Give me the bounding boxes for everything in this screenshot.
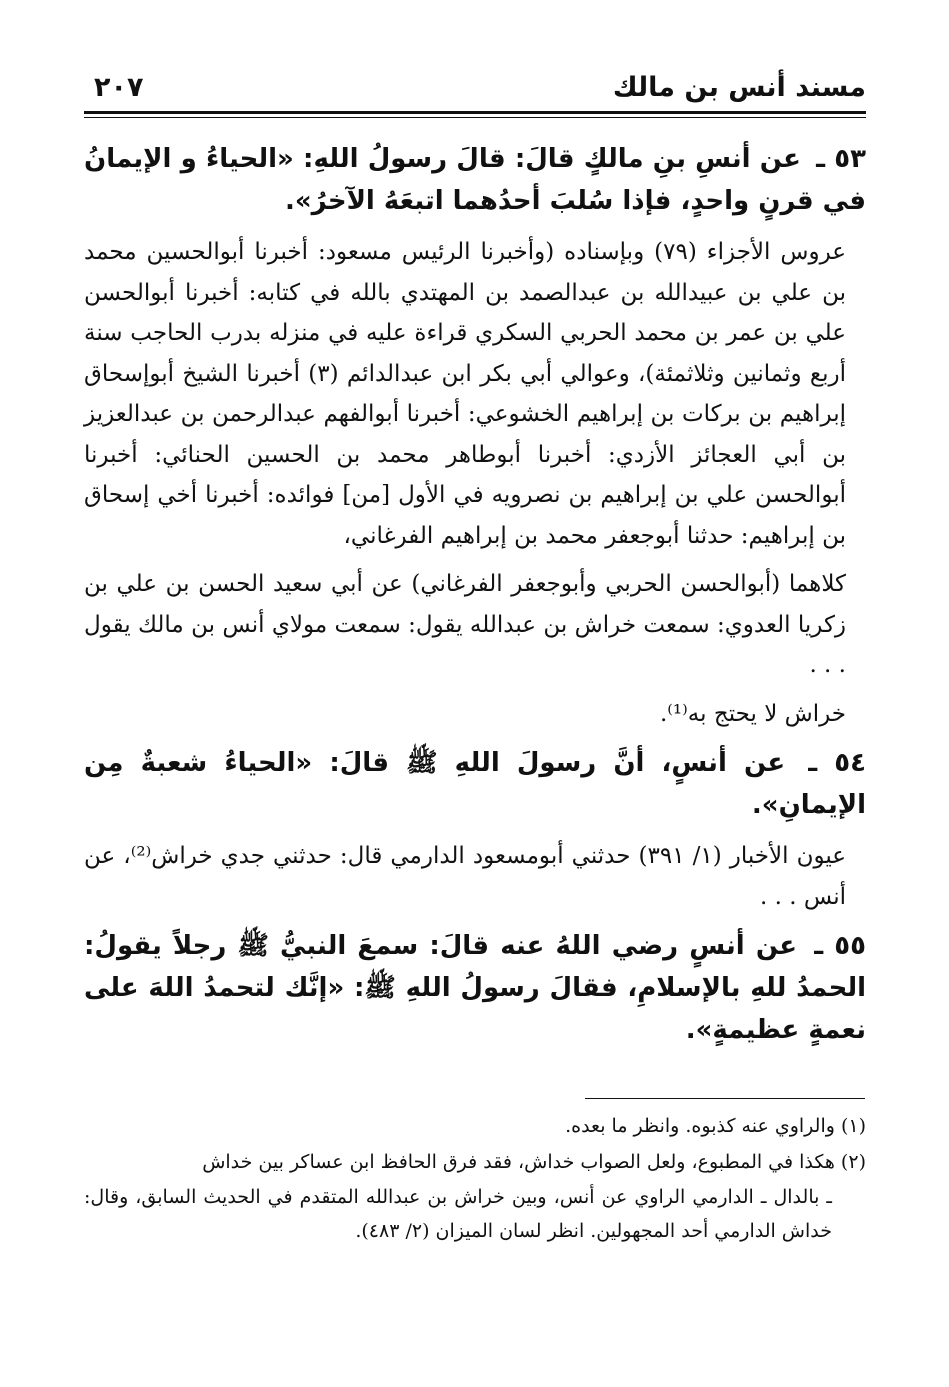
hadith-54	[84, 742, 866, 826]
isnad-paragraph: كلاهما (أبوالحسن الحربي وأبوجعفر الفرغاني) عن أبي سعيد الحسن بن علي بن زكريا العدوي: سمعت خراش بن عبدالله يقول: سمعت مولاي أنس بن مالك يقول . . .	[84, 571, 846, 678]
main-text	[84, 138, 866, 1061]
footnote-2: (٢) هكذا في المطبوع، ولعل الصواب خداش، فقد فرق الحافظ ابن عساكر بين خداش	[202, 1150, 866, 1173]
hadith-number: ٥٥ ـ	[814, 931, 866, 961]
hadith-text: عن أنسٍ رضي اللهُ عنه قالَ: سمعَ النبيُّ ﷺ رجلاً يقولُ: الحمدُ للهِ بالإسلامِ، فقالَ رسولُ اللهِ ﷺ: «إنَّك لتحمدُ اللهَ على نعمةٍ عظيمةٍ».	[84, 931, 866, 1045]
book-title: مسند أنس بن مالك	[612, 72, 866, 103]
page-number: ٢٠٧	[94, 72, 144, 103]
hadith-text: عن أنسِ بنِ مالكٍ قالَ: قالَ رسولُ اللهِ: «الحياءُ و الإيمانُ في قرنٍ واحدٍ، فإذا سُلبَ أحدُهما اتبعَهُ الآخرُ».	[84, 144, 866, 216]
footnotes	[84, 1110, 866, 1250]
footnote-1: (١) والراوي عنه كذبوه. وانظر ما بعده.	[565, 1115, 866, 1137]
footnote-2-continued: ـ بالدال ـ الدارمي الراوي عن أنس، وبين خراش بن عبدالله المتقدم في الحديث السابق، وقال: خداش الدارمي أحد المجهولين. انظر لسان الميزان (٢/ ٤٨٣).	[84, 1186, 832, 1242]
isnad-paragraph: عروس الأجزاء (٧٩) وبإسناده (وأخبرنا الرئيس مسعود: أخبرنا أبوالحسين محمد بن علي بن عبيدالله بن عبدالصمد بن المهتدي بالله في كتابه: أخبرنا أبوالحسن علي بن عمر بن محمد الحربي السكري قراءة عليه في منزله بدرب الحاجب سنة أربع وثمانين وثلاثمئة)، وعوالي أبي بكر ابن عبدالدائم (٣) أخبرنا الشيخ أبوإسحاق إبراهيم بن بركات بن إبراهيم الخشوعي: أخبرنا أبوالفهم عبدالرحمن بن عبدالعزيز بن أبي العجائز الأزدي: أخبرنا أبوطاهر محمد بن الحسين الحنائي: أخبرنا أبوالحسن علي بن إبراهيم بن نصرويه في الأول [من] فوائده: أخبرنا أخي إسحاق بن إبراهيم: حدثنا أبوجعفر محمد بن إبراهيم الفرغاني،	[84, 239, 846, 549]
hadith-number: ٥٤ ـ	[808, 748, 866, 778]
footnote-separator	[585, 1098, 865, 1099]
hadith-text: عن أنسٍ، أنَّ رسولَ اللهِ ﷺ قالَ: «الحياءُ شعبةٌ مِن الإيمانِ».	[84, 748, 866, 820]
page-header	[84, 70, 866, 110]
hadith-number: ٥٣ ـ	[816, 144, 866, 174]
grading-note: خراش لا يحتج به⁽¹⁾.	[659, 700, 846, 727]
header-rule	[84, 111, 866, 118]
hadith-55	[84, 925, 866, 1051]
hadith-53	[84, 138, 866, 222]
isnad-paragraph: عيون الأخبار (١/ ٣٩١) حدثني أبومسعود الدارمي قال: حدثني جدي خراش⁽²⁾، عن أنس . . .	[84, 843, 847, 910]
